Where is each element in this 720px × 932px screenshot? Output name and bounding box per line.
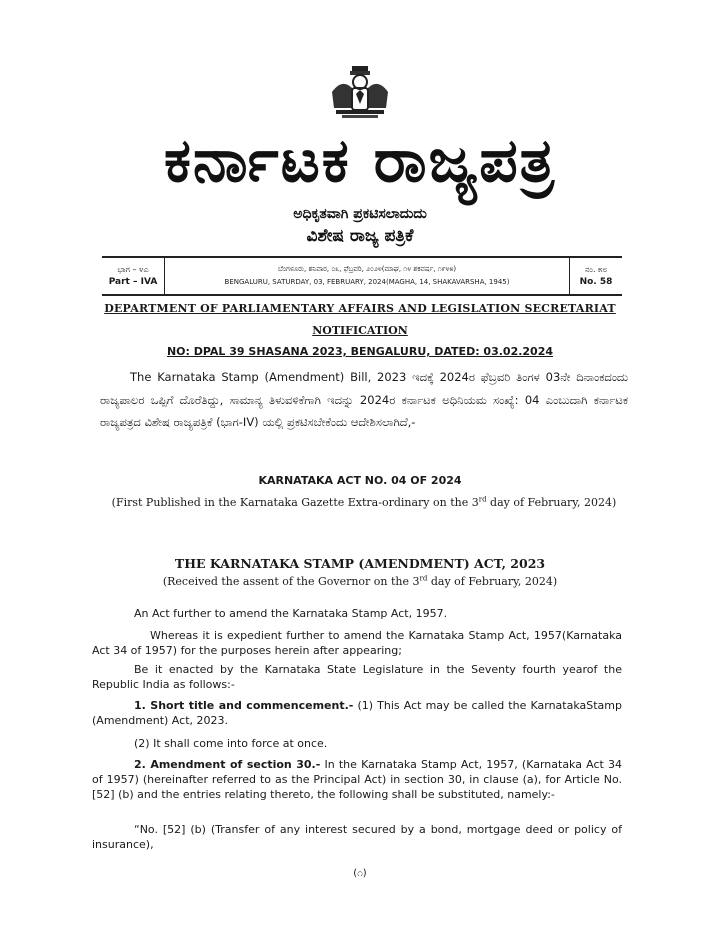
act-title: THE KARNATAKA STAMP (AMENDMENT) ACT, 2023 xyxy=(174,556,546,571)
department-heading: DEPARTMENT OF PARLIAMENTARY AFFAIRS AND LEGISLATION SECRETARIAT xyxy=(104,302,616,315)
act-number: KARNATAKA ACT NO. 04 OF 2024 xyxy=(258,474,462,487)
part-kannada: ಭಾಗ – ೪ಎ xyxy=(117,265,149,274)
issue-number-english: No. 58 xyxy=(579,277,613,287)
masthead-subtitle-extraordinary: ವಿಶೇಷ ರಾಜ್ಯ ಪತ್ರಿಕೆ xyxy=(306,226,414,246)
date-kannada: ಬೆಂಗಳೂರು, ಶನಿವಾರ, ೦೩, ಫೆಬ್ರವರಿ, ೨೦೨೪(ಮಾಘ, ೧೪ ಶಕವರ್ಷ, ೧೯೪೫) xyxy=(277,265,457,273)
long-title: An Act further to amend the Karnataka Stamp Act, 1957. xyxy=(134,607,448,620)
notification-number: NO: DPAL 39 SHASANA 2023, BENGALURU, DATED: 03.02.2024 xyxy=(166,345,554,358)
masthead-subtitle-official: ಅಧಿಕೃತವಾಗಿ ಪ್ರಕಟಿಸಲಾದುದು xyxy=(293,206,427,222)
karnataka-emblem-icon xyxy=(322,64,398,120)
first-published-text: (First Published in the Karnataka Gazette Extra-ordinary on the xyxy=(111,496,469,509)
section-2 xyxy=(92,757,622,802)
assent-day: 3 xyxy=(412,575,420,588)
part-cell xyxy=(102,258,165,294)
issue-info-bar xyxy=(102,256,622,296)
assent-date: day of February, 2024) xyxy=(430,575,558,588)
enacting-clause: Be it enacted by the Karnataka State Legislature in the Seventy fourth yearof the Republic India as follows:- xyxy=(92,663,622,691)
page-number: (೧) xyxy=(353,868,367,879)
gazette-masthead-title: ಕರ್ನಾಟಕ ರಾಜ್ಯಪತ್ರ xyxy=(164,126,556,196)
section-1-text: (1) This Act may be called the KarnatakaStamp (Amendment) Act, 2023. xyxy=(92,699,622,727)
first-published-day: 3 xyxy=(471,496,479,509)
assent-text: (Received the assent of the Governor on the xyxy=(162,575,410,588)
date-english: BENGALURU, SATURDAY, 03, FEBRUARY, 2024(MAGHA, 14, SHAKAVARSHA, 1945) xyxy=(224,278,510,286)
preamble: Whereas it is expedient further to amend the Karnataka Stamp Act, 1957(Karnataka Act 34 of 1957) for the purposes herein after appearing; xyxy=(92,629,622,657)
part-english: Part – IVA xyxy=(108,277,158,287)
section-1-heading: 1. Short title and commencement.- xyxy=(134,699,354,712)
substituted-entry: “No. [52] (b) (Transfer of any interest secured by a bond, mortgage deed or policy of insurance), xyxy=(92,823,622,851)
assent-note xyxy=(0,575,720,588)
notification-heading: NOTIFICATION xyxy=(312,324,408,337)
first-published-date: day of February, 2024) xyxy=(490,496,617,509)
first-published-suffix: rd xyxy=(478,495,487,504)
issue-number-kannada: ನಂ. ೫೮ xyxy=(584,265,608,274)
date-cell xyxy=(165,258,569,294)
section-2-heading: 2. Amendment of section 30.- xyxy=(134,758,321,771)
section-2-text: In the Karnataka Stamp Act, 1957, (Karnataka Act 34 of 1957) (hereinafter referred to as the Principal Act) in section 30, in clause (a), for Article No. [52] (b) and the entries relating thereto, the following shall be substituted, namely:- xyxy=(92,758,622,801)
section-1-subsection-2: (2) It shall come into force at once. xyxy=(134,737,328,750)
section-1 xyxy=(92,698,622,728)
notification-paragraph: The Karnataka Stamp (Amendment) Bill, 2023 ಇದಕ್ಕೆ 2024ರ ಫೆಬ್ರವರಿ ತಿಂಗಳ 03ನೇ ದಿನಾಂಕದಂದು ರಾಜ್ಯಪಾಲರ ಒಪ್ಪಿಗೆ ದೊರೆತಿದ್ದು, ಸಾಮಾನ್ಯ ತಿಳುವಳಿಕೆಗಾಗಿ ಇದನ್ನು 2024ರ ಕರ್ನಾಟಕ ಅಧಿನಿಯಮ ಸಂಖ್ಯೆ: 04 ಎಂಬುದಾಗಿ ಕರ್ನಾಟಕ ರಾಜ್ಯಪತ್ರದ ವಿಶೇಷ ರಾಜ್ಯಪತ್ರಿಕೆ (ಭಾಗ-IV) ಯಲ್ಲಿ ಪ್ರಕಟಿಸಬೇಕೆಂದು ಆದೇಶಿಸಲಾಗಿದೆ,- xyxy=(100,370,628,429)
first-published-note xyxy=(100,492,628,513)
issue-number-cell xyxy=(569,258,622,294)
assent-suffix: rd xyxy=(419,574,428,583)
